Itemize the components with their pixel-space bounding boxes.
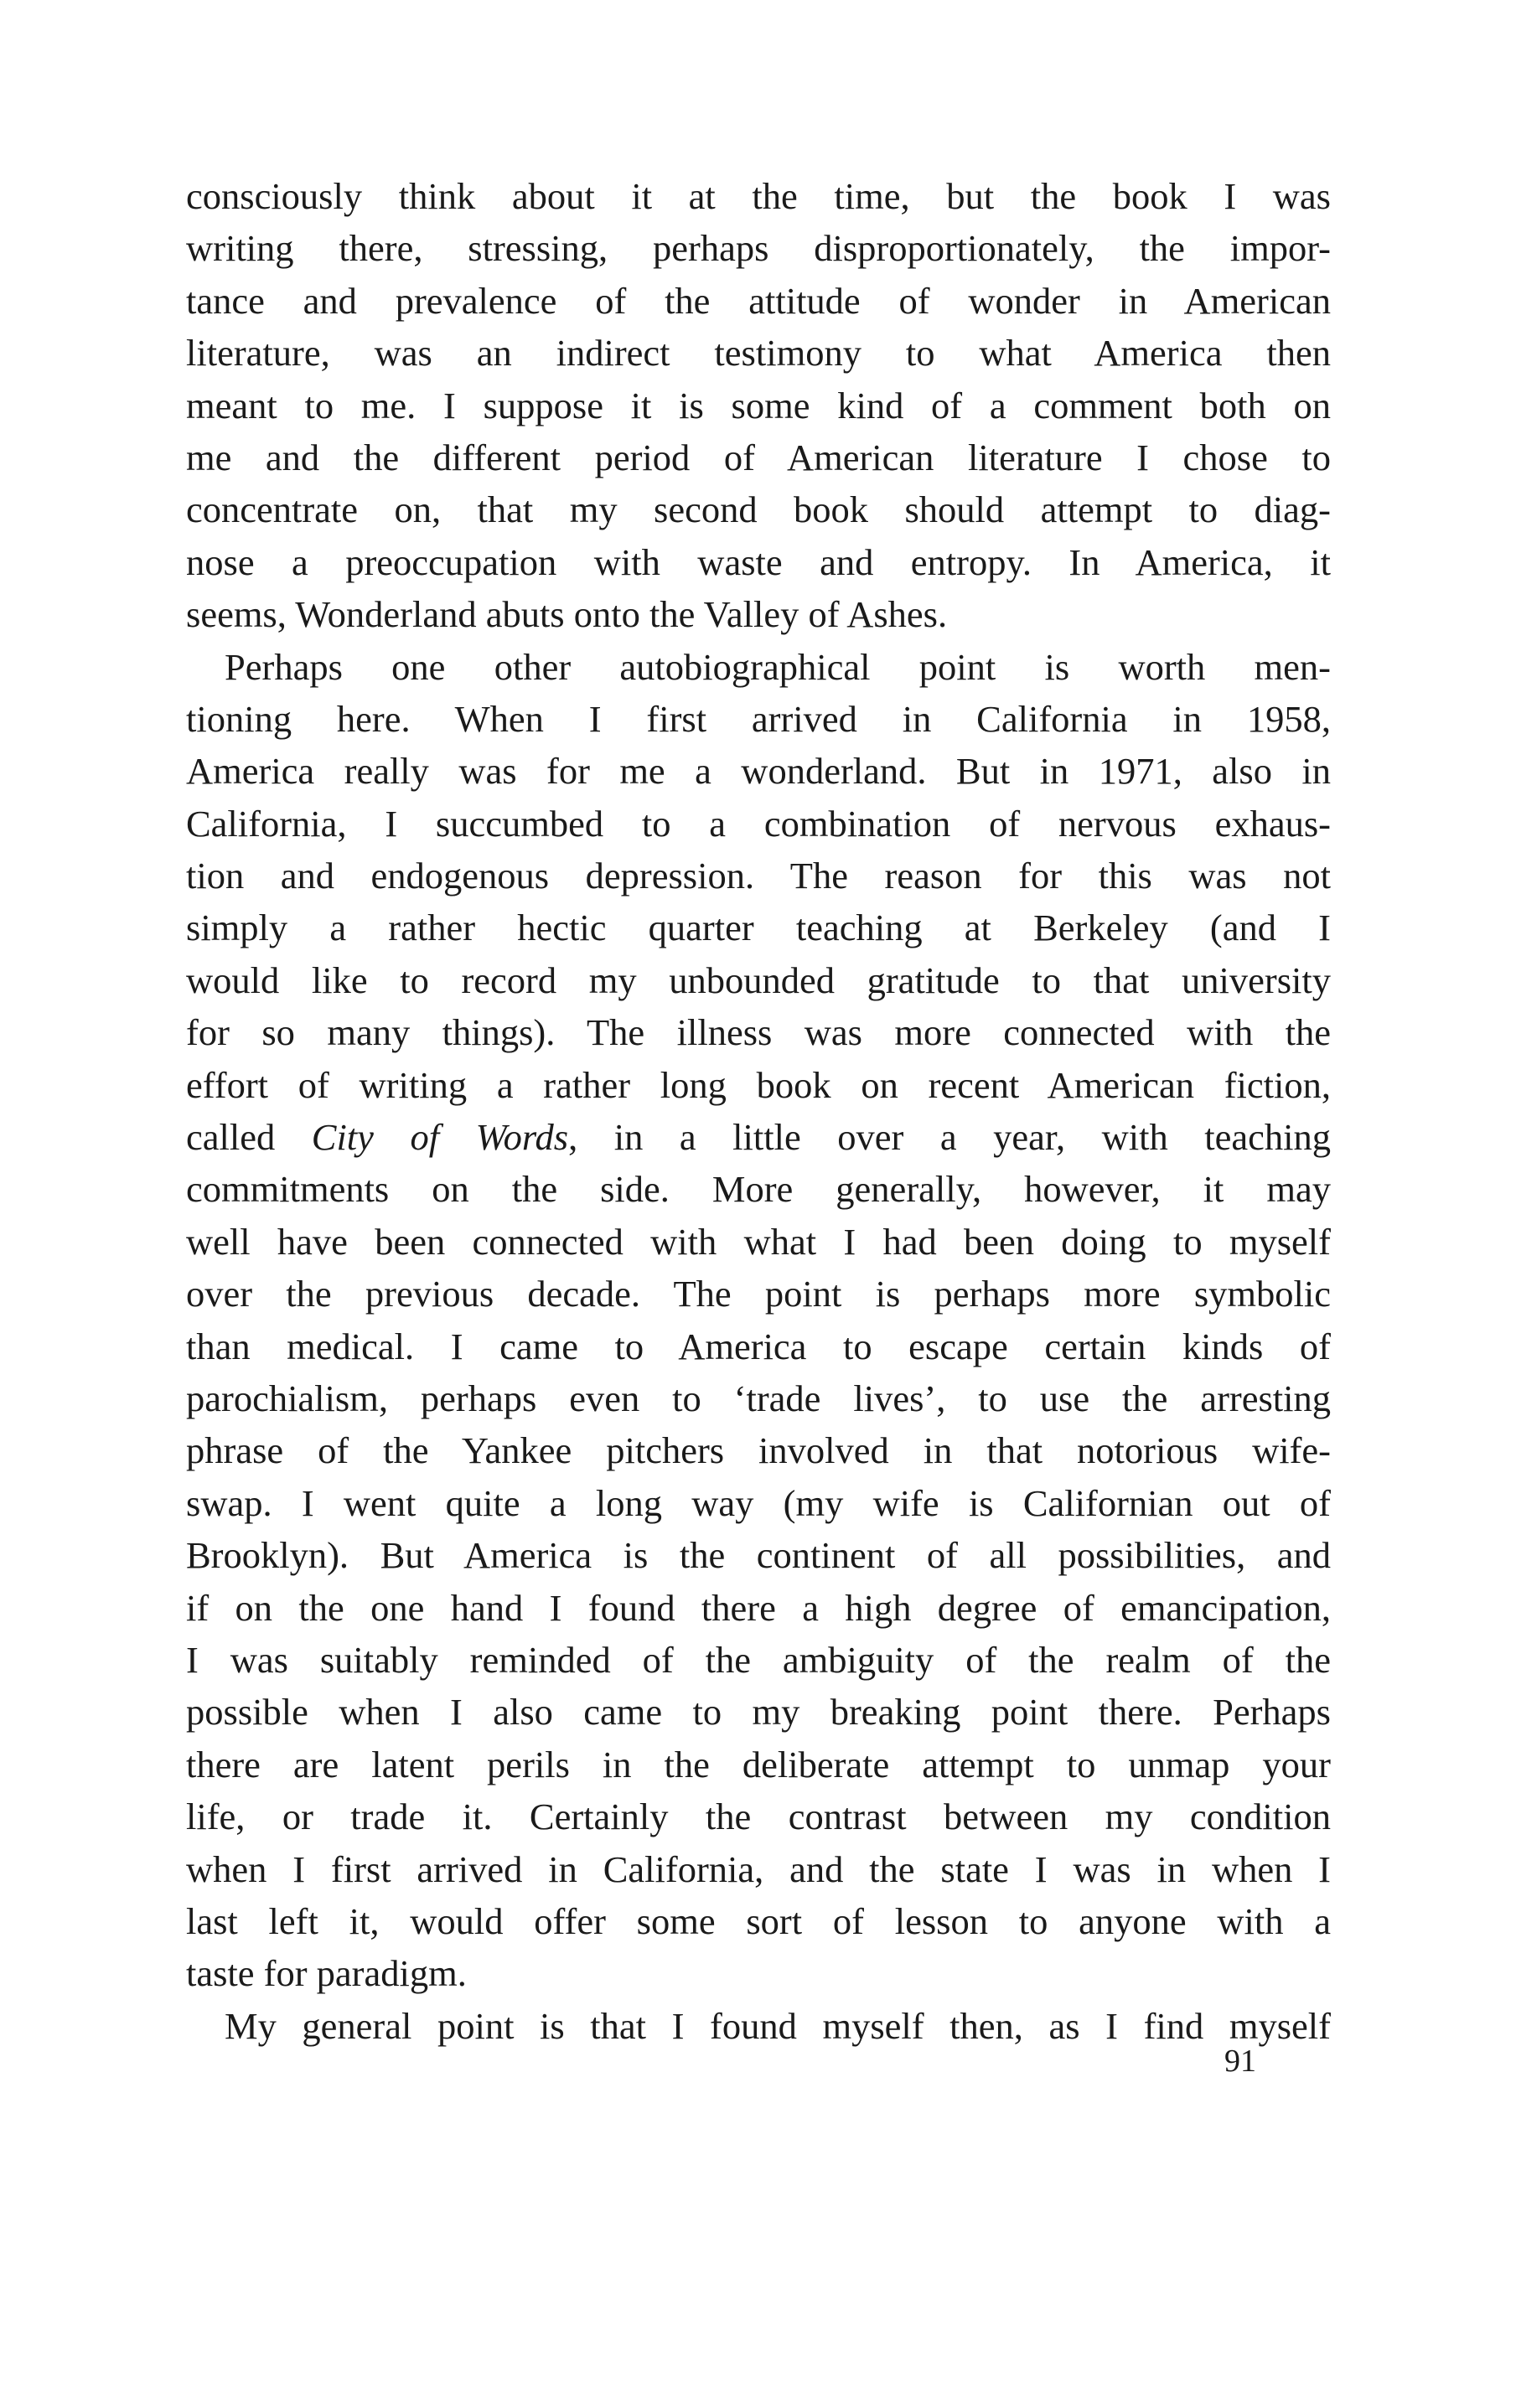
text-line: parochialism, perhaps even to ‘trade lives’, to use the arresting [186, 1377, 1331, 1419]
text-line: over the previous decade. The point is perhaps more symbolic [186, 1273, 1331, 1315]
text-line: taste for paradigm. [186, 1952, 467, 1995]
text-line: commitments on the side. More generally, however, it may [186, 1168, 1331, 1211]
text-line: for so many things). The illness was more connected with the [186, 1011, 1331, 1054]
text-line: seems, Wonderland abuts onto the Valley of Ashes. [186, 593, 948, 636]
text-line: consciously think about it at the time, but the book I was [186, 175, 1331, 217]
text-line: life, or trade it. Certainly the contrast between my condition [186, 1796, 1331, 1838]
text-line: would like to record my unbounded gratitude to that university [186, 959, 1331, 1001]
text-line: last left it, would offer some sort of lesson to anyone with a [186, 1899, 1331, 1942]
text-line: when I first arrived in California, and the state I was in when I [186, 1847, 1331, 1890]
text-run: called [186, 1116, 312, 1159]
text-line: tion and endogenous depression. The reason for this was not [186, 855, 1331, 897]
text-line: phrase of the Yankee pitchers involved in that notorious wife- [186, 1429, 1331, 1472]
text-line: than medical. I came to America to escape certain kinds of [186, 1325, 1331, 1367]
text-line: California, I succumbed to a combination of nervous exhaus- [186, 802, 1331, 845]
body-text [186, 170, 1331, 2052]
text-line: America really was for me a wonderland. But in 1971, also in [186, 750, 1331, 793]
text-line: swap. I went quite a long way (my wife is Californian out of [186, 1481, 1331, 1524]
text-line-with-title [186, 1111, 1331, 1163]
text-line: Perhaps one other autobiographical point is worth men- [225, 645, 1331, 688]
text-line: well have been connected with what I had been doing to myself [186, 1220, 1331, 1263]
book-title: City of Words [311, 1116, 569, 1159]
text-line: concentrate on, that my second book should attempt to diag- [186, 488, 1331, 531]
text-line: I was suitably reminded of the ambiguity of the realm of the [186, 1638, 1331, 1681]
text-line: simply a rather hectic quarter teaching at Berkeley (and I [186, 907, 1331, 949]
text-line: if on the one hand I found there a high degree of emancipation, [186, 1586, 1331, 1629]
page-number: 91 [1224, 2044, 1256, 2079]
text-line: effort of writing a rather long book on recent American fiction, [186, 1063, 1331, 1106]
text-line: writing there, stressing, perhaps disproportionately, the impor- [186, 227, 1331, 270]
text-line: me and the different period of American literature I chose to [186, 436, 1331, 478]
text-run: , in a little over a year, with teaching [568, 1116, 1331, 1159]
text-line: literature, was an indirect testimony to what America then [186, 332, 1331, 375]
text-line: there are latent perils in the deliberate attempt to unmap your [186, 1743, 1331, 1785]
text-line: Brooklyn). But America is the continent of all possibilities, and [186, 1534, 1331, 1577]
text-line: tance and prevalence of the attitude of wonder in American [186, 279, 1331, 322]
text-line: meant to me. I suppose it is some kind of a comment both on [186, 384, 1331, 426]
text-line: My general point is that I found myself then, as I find myself [225, 2004, 1331, 2047]
text-line: nose a preoccupation with waste and entropy. In America, it [186, 540, 1331, 583]
text-line: tioning here. When I first arrived in California in 1958, [186, 697, 1331, 740]
text-line: possible when I also came to my breaking point there. Perhaps [186, 1691, 1331, 1734]
